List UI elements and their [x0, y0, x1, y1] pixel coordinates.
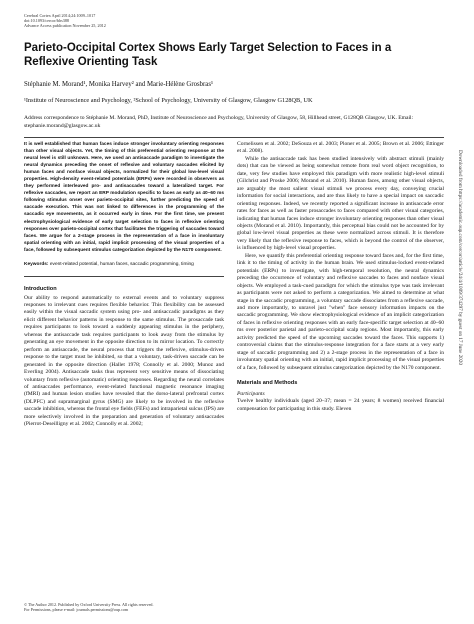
correspondence-address: Address correspondence to Stéphanie M. Morand, PhD, Institute of Neuroscience and Psychology, University of Glasgow, 58, Hillhead street, G128QB Glasgow, UK. Email: stephanie.morand@glasgow.ac.uk: [24, 115, 414, 129]
methods-heading: Materials and Methods: [237, 380, 298, 387]
download-watermark-text: Downloaded from https://academic.oup.com/cercor/article/24/4/1009/374297 by guest on 17 June 2020: [457, 150, 463, 365]
keywords-text: event-related potential, human faces, saccadic programming, timing: [49, 261, 194, 267]
keywords-label: Keywords:: [24, 261, 49, 267]
abstract-divider: [24, 276, 224, 277]
journal-info: [24, 13, 106, 29]
intro-paragraph-faces: While the antisaccade task has been studied intensively with abstract stimuli (mainly dots) that can be viewed as being somewhat remote from real word object recognition, to date, very few studies have employed this paradigm with more realistic high-level stimuli (Gilchrist and Proske 2006; Morand et al. 2010). Human faces, among other visual objects, are arguably the most salient visual stimuli we process every day, conveying crucial information for social interactions, and are thus likely to have a special impact on saccadic orienting responses. Indeed, we recently reported a significant increase in antisaccade error rates for faces as well as faster prosaccades to faces compared with other visual categories, indicating that human faces induce stronger involuntary orienting responses than other visual objects (Morand et al. 2010). Importantly, this perceptual bias could not be accounted for by global low-level visual properties as these were normalized across stimuli. It is therefore very likely that the reflexive response to faces, which is beyond the control of the observer, is influenced by high-level visual properties.: [237, 155, 444, 252]
keywords: [24, 262, 224, 269]
author-affiliations: ¹Institute of Neuroscience and Psychology, ²School of Psychology, University of Glasgow, Glasgow G128QB, UK: [24, 97, 313, 104]
intro-continued-paragraph: Cornelissen et al. 2002; DeSouza et al. 2003; Ploner et al. 2005; Brown et al. 2006; Ettinger et al. 2008).: [237, 141, 444, 155]
journal-citation: Cerebral Cortex April 2014;24:1009–1017: [24, 13, 96, 18]
journal-doi: doi:10.1093/cercor/bhs388: [24, 18, 70, 24]
introduction-heading: Introduction: [24, 285, 57, 292]
introduction-paragraph: Our ability to respond automatically to external events and to voluntary suppress responses to irrelevant cues requires flexible behavior. This flexibility can be assessed easily within the visual saccadic system using pro- and antisaccadic paradigms as they elicit different behavior patterns in response to the same stimulus. The prosaccade task requires participants to look toward a suddenly appearing stimulus in the periphery, whereas the antisaccade task requires participants to look away from the stimulus by generating an eye movement in the opposite direction to its mirror location. To correctly perform an antisaccade, the neural process that triggers the reflexive, stimulus-driven response to the target must be inhibited, so that a voluntary, task-driven saccade can be generated in the opposite direction (Hallet 1978; Connolly et al. 2000; Munoz and Everling 2004). Antisaccade tasks thus represent very sensitive means of dissociating voluntary from reflexive (automatic) orienting responses. Regarding the neural correlates of antisaccades performance, event-related functional magnetic resonance imaging (fMRI) and human lesion studies have revealed that the dorso-lateral prefrontal cortex (DLPFC) and supramarginal gyrus (SMG) are likely to be involved in the reflexive saccade inhibition, whereas the frontal eye fields (FEFs) and intraparietal sulcus (IPS) are more selectively involved in the preparation and generation of voluntary antisaccades (Pierrot-Deseilligny et al. 2002; Connolly et al. 2002;: [24, 294, 224, 428]
participants-paragraph: Twelve healthy individuals (aged 20–37; mean = 24 years; 8 women) received financial compensation for participating in this study. Eleven: [237, 398, 444, 412]
left-column: [24, 141, 224, 429]
right-column: [237, 141, 444, 413]
participants-heading: Participants: [237, 391, 265, 398]
journal-advance-access: Advance Access publication November 25, 2012: [24, 23, 106, 29]
permissions-line: For Permissions, please e-mail: journals.permissions@oup.com: [24, 607, 129, 612]
abstract: It is well established that human faces induce stronger involuntary orienting responses than other visual objects. Yet, the timing of this preferential orienting response at the neural level is still unknown. Here, we used an antisaccade paradigm to investigate the neural dynamics preceding the onset of reflexive and voluntary saccades elicited by human faces and nonface visual objects, normalized for their global low-level visual properties. High-density event-related potentials (ERPs) were recorded in observers as they performed interleaved pro- and antisaccades toward a lateralized target. For reflexive saccades, we report an ERP modulation specific to faces as early as 40–60 ms following stimulus onset over parieto-occipital sites, further predicting the speed of saccade execution. This was not linked to differences in the programming of the saccadic eye movements, as it occurred early in time. For the first time, we present electrophysiological evidence of early target selection to faces in reflexive orienting responses over parieto-occipital cortex that facilitates the triggering of saccades toward faces. We argue for a 2-stage process in the representation of a face in involuntary spatial orienting with an initial, rapid implicit processing of the visual properties of a face, followed by subsequent stimulus categorization depicted by the N170 component.: [24, 142, 224, 253]
paper-authors: Stéphanie M. Morand¹, Monika Harvey² and Marie-Hélène Grosbras¹: [24, 81, 214, 88]
download-watermark: [455, 150, 465, 550]
intro-paragraph-aims: Here, we quantify this preferential orienting response toward faces and, for the first time, link it to the timing of activity in the human brain. We used stimulus-locked event-related potentials (ERPs) to investigate, with high-temporal resolution, the neural dynamics preceding the occurrence of voluntary and reflexive saccades to faces and nonface visual objects. We employed a task-cued paradigm for which the stimulus type was task irrelevant as participants were not asked to perform a categorization. We aimed to determine at what stage in the saccadic programming, a voluntary saccade dissociates from a reflexive saccade, and more importantly, to unravel just "when" face sensory information impacts on the saccadic programming. We show electrophysiological evidence of an implicit categorization of faces in reflexive orienting responses with an early face-specific target selection at 40–60 ms over posterior parietal and parieto-occipital scalp regions. Most importantly, this early activity predicted the speed of the upcoming saccades toward the faces. This supports 1) controversial claims that the stimulus-response integration for a face starts at a very early stage of saccadic programming and 2) a 2-stage process in the representation of a face in involuntary spatial orienting with an initial, rapid implicit processing of the visual properties of a face, followed by subsequent stimulus categorization depicted by the N170 component.: [237, 252, 444, 371]
copyright-line: © The Author 2012. Published by Oxford University Press. All rights reserved.: [24, 602, 154, 607]
paper-title: Parieto-Occipital Cortex Shows Early Target Selection to Faces in a Reflexive Orienting Task: [24, 42, 392, 68]
header-divider: [24, 137, 444, 138]
copyright-footer: [24, 602, 153, 612]
